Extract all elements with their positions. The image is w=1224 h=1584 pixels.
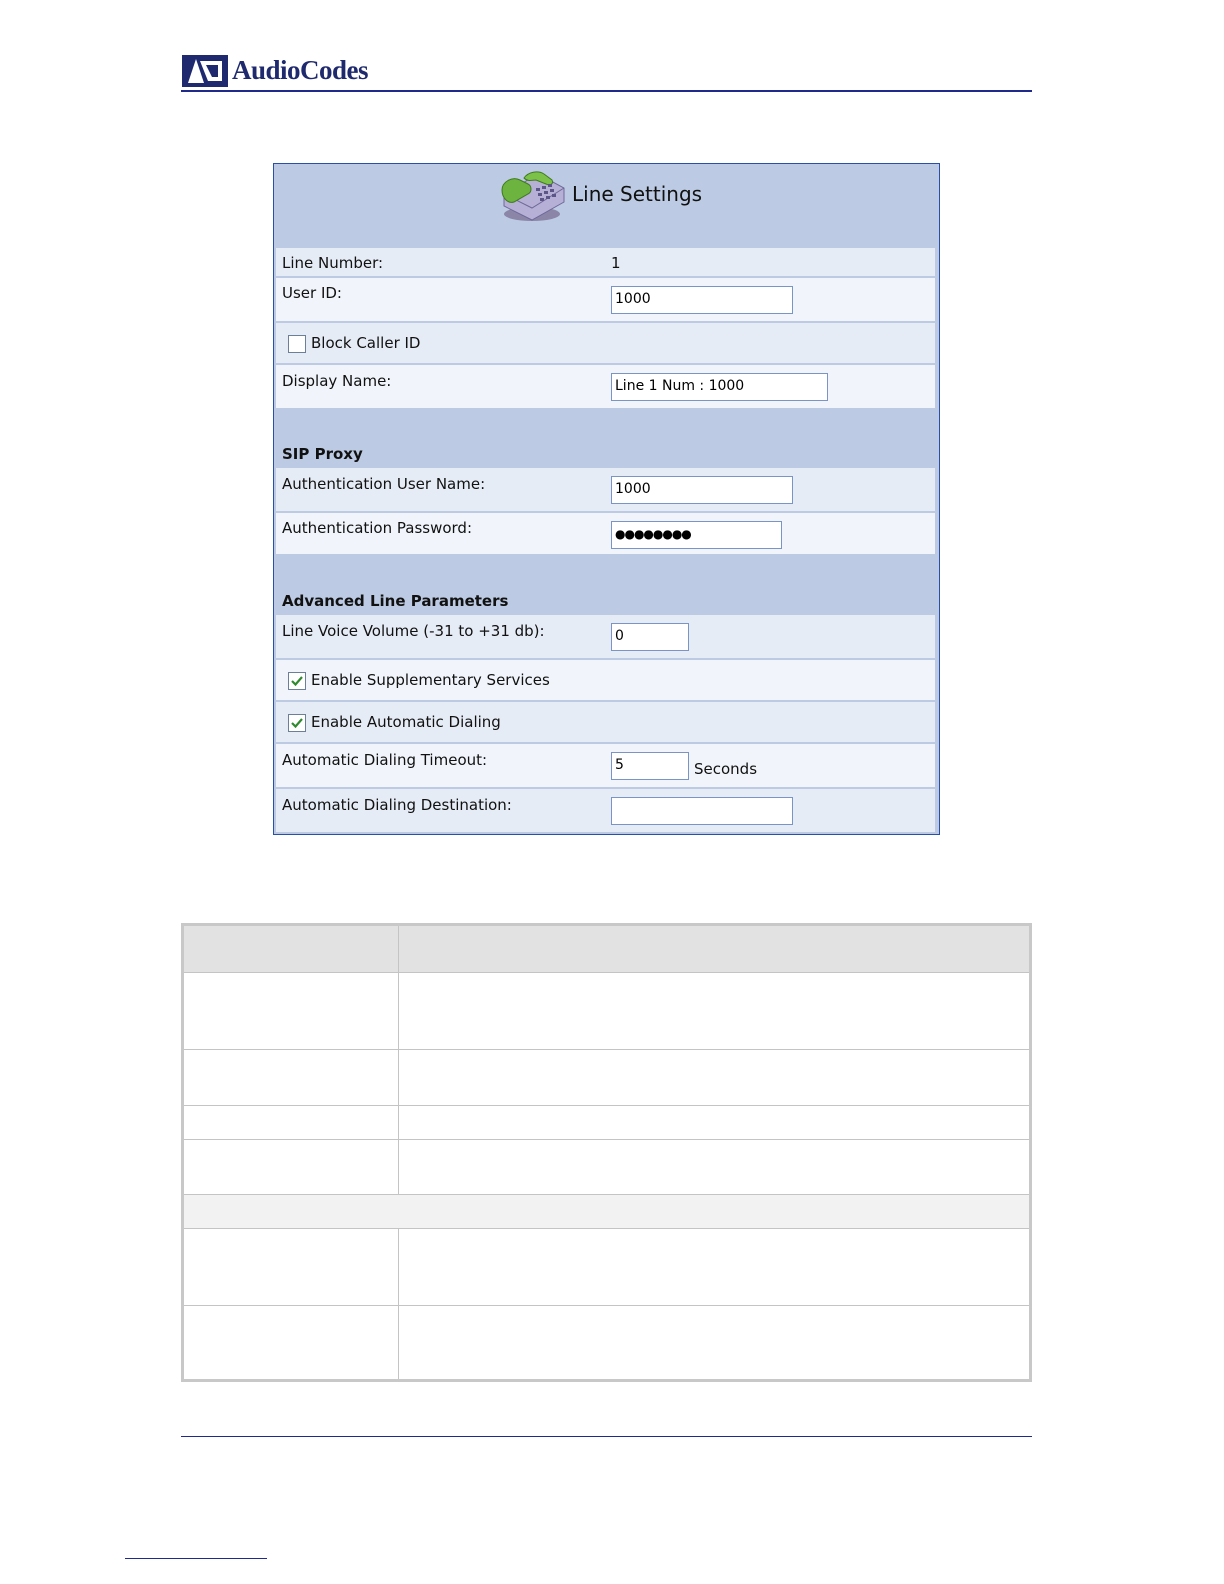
auth-user-label: Authentication User Name: — [282, 475, 486, 493]
auto-destination-row — [276, 789, 935, 832]
user-id-label: User ID: — [282, 284, 342, 302]
table-row-divider — [184, 1049, 1029, 1050]
auto-dialing-row — [276, 702, 935, 742]
block-caller-id-checkbox[interactable] — [288, 335, 306, 353]
auto-timeout-row — [276, 744, 935, 787]
auth-password-row — [276, 513, 935, 554]
table-row-divider — [184, 972, 1029, 973]
table-row-divider — [184, 1305, 1029, 1306]
parameter-description-table — [181, 923, 1032, 1382]
audiocodes-logo-icon — [182, 53, 228, 87]
sip-proxy-heading: SIP Proxy — [282, 445, 363, 463]
line-settings-panel — [273, 163, 940, 835]
display-name-label: Display Name: — [282, 372, 392, 390]
table-row-divider — [184, 1105, 1029, 1106]
voice-volume-row — [276, 615, 935, 658]
auto-timeout-input[interactable]: 5 — [611, 752, 689, 780]
auth-password-label: Authentication Password: — [282, 519, 472, 537]
table-header-row — [184, 926, 1029, 972]
line-number-value: 1 — [611, 254, 621, 272]
user-id-input[interactable]: 1000 — [611, 286, 793, 314]
header-rule — [181, 90, 1032, 92]
auto-dialing-label: Enable Automatic Dialing — [311, 713, 501, 731]
voice-volume-label: Line Voice Volume (-31 to +31 db): — [282, 622, 545, 640]
checkmark-icon — [290, 716, 304, 730]
brand-logo — [182, 52, 368, 88]
table-column-divider — [398, 1228, 399, 1379]
display-name-input[interactable]: Line 1 Num : 1000 — [611, 373, 828, 401]
supplementary-checkbox[interactable] — [288, 672, 306, 690]
auto-dialing-checkbox[interactable] — [288, 714, 306, 732]
display-name-row — [276, 365, 935, 408]
auto-destination-input[interactable] — [611, 797, 793, 825]
auth-user-input[interactable]: 1000 — [611, 476, 793, 504]
line-number-row — [276, 248, 935, 276]
supplementary-row — [276, 660, 935, 700]
block-caller-id-label: Block Caller ID — [311, 334, 421, 352]
auth-password-input[interactable]: ●●●●●●●● — [611, 521, 782, 549]
table-row-divider — [184, 1194, 1029, 1195]
table-section-row — [184, 1194, 1029, 1228]
supplementary-label: Enable Supplementary Services — [311, 671, 550, 689]
voice-volume-input[interactable]: 0 — [611, 623, 689, 651]
user-id-row — [276, 278, 935, 321]
brand-name: AudioCodes — [232, 54, 369, 85]
checkmark-icon — [290, 674, 304, 688]
footer-rule — [181, 1436, 1032, 1437]
auto-timeout-unit: Seconds — [694, 760, 758, 778]
auto-destination-label: Automatic Dialing Destination: — [282, 796, 512, 814]
auth-user-row — [276, 468, 935, 511]
table-row-divider — [184, 1228, 1029, 1229]
advanced-heading: Advanced Line Parameters — [282, 592, 509, 610]
table-column-divider — [398, 926, 399, 1194]
phone-icon — [498, 168, 568, 224]
line-number-label: Line Number: — [282, 254, 384, 272]
auto-timeout-label: Automatic Dialing Timeout: — [282, 751, 488, 769]
panel-header — [274, 164, 939, 246]
block-caller-id-row — [276, 323, 935, 363]
table-row-divider — [184, 1139, 1029, 1140]
panel-title: Line Settings — [572, 182, 703, 206]
footnote-rule — [125, 1558, 267, 1559]
